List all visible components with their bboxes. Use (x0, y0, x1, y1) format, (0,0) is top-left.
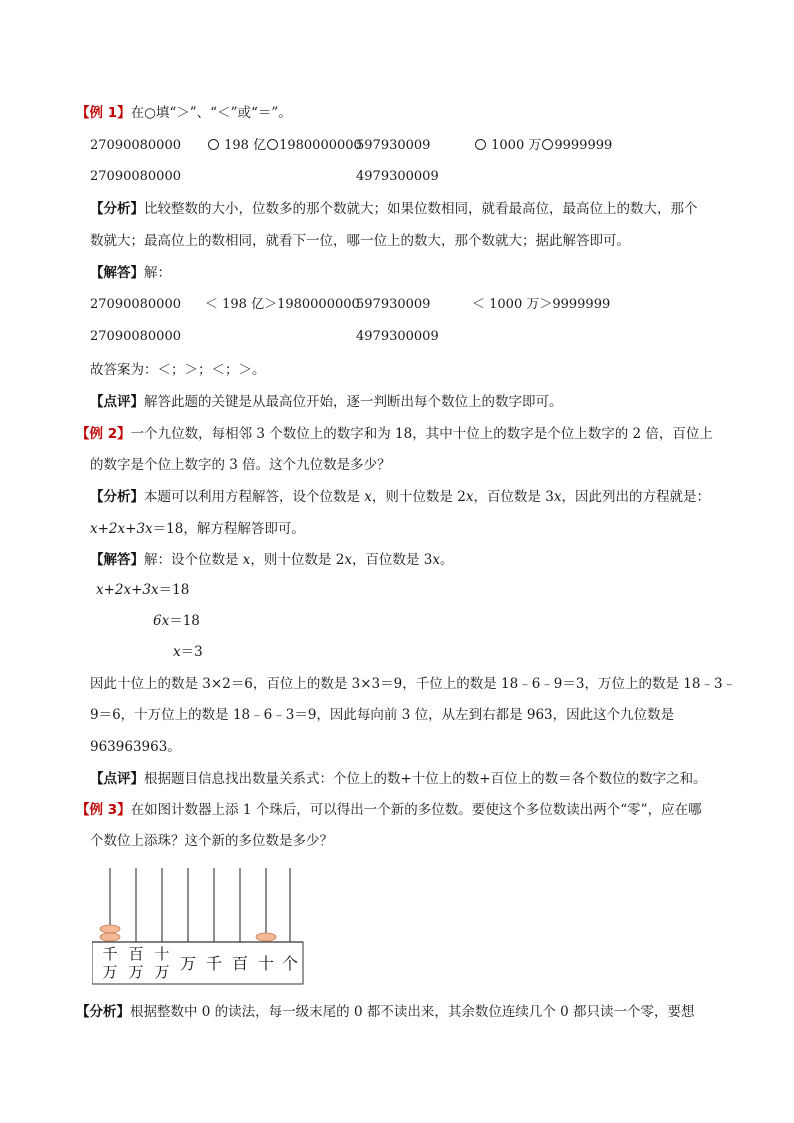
ex2-question-text1: 一个九位数，每相邻 3 个数位上的数字和为 18，其中十位上的数字是个位上数字的 2 倍，百位上 (130, 426, 713, 442)
ex1-ans-row2-num1: 27090080000 (90, 329, 181, 344)
example-3-tag: 【例 3】 (76, 802, 131, 818)
example-2-tag: 【例 2】 (76, 426, 131, 442)
ex1-row1-num6: 9999999 (554, 138, 613, 153)
abacus-label: 千 (205, 954, 223, 973)
ex1-row2-num2: 4979300009 (356, 169, 439, 184)
ex2-answer-text1d: 。 (439, 552, 454, 568)
ex1-comment-text: 解答此题的关键是从最高位开始，逐一判断出每个数位上的数字即可。 (144, 394, 563, 410)
ex1-row1-num5: 1000 万 (491, 138, 542, 153)
ex1-row2-num1: 27090080000 (90, 169, 181, 184)
variable-x: x (553, 489, 562, 505)
variable-x: x (465, 489, 474, 505)
ex1-row1-num3: 1980000000 (279, 138, 362, 153)
blank-circle-icon (267, 139, 278, 150)
ex2-answer-line1 (90, 551, 453, 569)
ex2-equation-3 (173, 643, 203, 661)
ex2-comment-text: 根据题目信息找出数量关系式：个位上的数+十位上的数+百位上的数＝各个数位的数字之和。 (144, 771, 707, 787)
abacus-label: 百 (231, 954, 249, 973)
ex2-analysis-line2 (90, 520, 305, 538)
ex2-analysis-text1c: ，百位数是 3 (473, 489, 554, 505)
example-3-question-line1 (76, 801, 702, 819)
ex1-analysis-line1 (90, 200, 698, 218)
ex2-answer-text1a: 解：设个位数是 (144, 552, 243, 568)
abacus-label: 千 (102, 945, 118, 963)
example-3-question-line2: 个数位上添珠？这个新的多位数是多少？ (90, 833, 333, 849)
ex2-analysis-text1b: ，则十位数是 2 (371, 489, 466, 505)
ex2-analysis-text1a: 本题可以利用方程解答，设个位数是 (144, 489, 365, 505)
ex1-ans-row1-cmp1: ＜ 198 亿＞1980000000 (205, 297, 360, 312)
variable-x: x (432, 552, 440, 568)
example-1-tag: 【例 1】 (76, 105, 131, 121)
abacus-bead (100, 933, 120, 941)
blank-circle-icon (542, 139, 553, 150)
ex1-ans-row1-num1: 27090080000 (90, 297, 181, 312)
abacus-bead (256, 933, 276, 941)
ex2-eq1-rhs: ＝18 (158, 582, 190, 598)
ex1-row1-num4: 597930009 (356, 138, 431, 153)
abacus-label: 万 (179, 954, 197, 973)
ex1-ans-row1-cmp2: ＜ 1000 万＞9999999 (472, 297, 611, 312)
ex1-answer-lead-text: 解： (144, 265, 171, 281)
abacus-label: 万 (128, 963, 144, 981)
blank-circle-icon (475, 139, 486, 150)
answer-tag: 【解答】 (90, 265, 144, 281)
ex3-question-text1: 在如图计数器上添 1 个珠后，可以得出一个新的多位数。要使这个多位数读出两个“零”，应在哪 (130, 802, 702, 818)
abacus-label: 个 (281, 954, 299, 973)
ex1-row1-cmp2 (474, 137, 612, 155)
variable-x: x (344, 552, 352, 568)
ex1-row1-cmp1 (207, 137, 362, 155)
variable-x: x (364, 489, 372, 505)
abacus-label: 十 (154, 945, 170, 963)
ex1-ans-row1-num2: 597930009 (356, 297, 431, 312)
abacus-label: 百 (128, 945, 144, 963)
ex1-ans-row2-num2: 4979300009 (356, 329, 439, 344)
ex2-comment (90, 770, 707, 788)
abacus-label: 万 (102, 963, 118, 981)
ex3-analysis (76, 1003, 695, 1021)
answer-tag: 【解答】 (90, 552, 144, 568)
ex2-result-line1: 因此十位上的数是 3×2＝6，百位上的数是 3×3＝9，千位上的数是 18﹣6﹣9＝3，万位上的数是 18﹣3﹣ (90, 676, 737, 692)
ex1-row1-num2: 198 亿 (224, 138, 267, 153)
ex2-eq3-lhs: x (173, 644, 181, 660)
ex2-eq1-lhs: x+2x+3x (96, 582, 159, 598)
ex2-analysis-line1 (90, 488, 710, 506)
ex2-result-line2: 9＝6，十万位上的数是 18﹣6﹣3＝9，因此每向前 3 位，从左到右都是 963，因此这个九位数是 (90, 707, 675, 723)
comment-tag: 【点评】 (90, 771, 144, 787)
ex2-answer-text1b: ，则十位数是 2 (250, 552, 345, 568)
ex2-eq2-lhs: 6x (153, 613, 170, 629)
ex2-answer-text1c: ，百位数是 3 (351, 552, 433, 568)
ex1-comment (90, 393, 563, 411)
ex1-analysis-line2: 数就大；最高位上的数相同，就看下一位，哪一位上的数大，那个数就大；据此解答即可。 (90, 233, 630, 249)
ex1-answer-lead (90, 264, 171, 282)
ex2-equation-2 (153, 612, 200, 630)
ex1-analysis-text1: 比较整数的大小，位数多的那个数就大；如果位数相同，就看最高位，最高位上的数大，那个 (144, 201, 698, 217)
example-1-question (76, 104, 292, 122)
ex3-analysis-text: 根据整数中 0 的读法，每一级末尾的 0 都不读出来，其余数位连续几个 0 都只读一个零，要想 (130, 1004, 695, 1020)
ex2-result-line3: 963963963。 (90, 739, 181, 755)
analysis-tag: 【分析】 (90, 489, 144, 505)
ex2-eq3-rhs: ＝3 (180, 644, 203, 660)
analysis-tag: 【分析】 (76, 1004, 130, 1020)
ex2-analysis-text1d: ，因此列出的方程就是： (561, 489, 710, 505)
abacus-diagram (92, 866, 304, 986)
abacus-label: 十 (257, 954, 275, 973)
ex1-row1-num1: 27090080000 (90, 138, 181, 153)
example-1-question-text: 在○填“＞”、“＜”或“＝”。 (130, 105, 292, 121)
ex2-analysis-text2b: ＝18，解方程解答即可。 (152, 521, 305, 537)
variable-x: x (242, 552, 251, 568)
abacus-bead (100, 925, 120, 933)
comment-tag: 【点评】 (90, 394, 144, 410)
blank-circle-icon (208, 139, 219, 150)
example-2-question-line2: 的数字是个位上数字的 3 倍。这个九位数是多少？ (90, 457, 391, 473)
analysis-tag: 【分析】 (90, 201, 144, 217)
ex2-equation-1 (96, 581, 189, 599)
ex2-eq2-rhs: ＝18 (169, 613, 200, 629)
example-2-question-line1 (76, 425, 713, 443)
ex1-conclusion: 故答案为：＜；＞；＜；＞。 (90, 362, 266, 378)
ex2-equation-inline: x+2x+3x (90, 521, 153, 537)
abacus-label: 万 (154, 963, 170, 981)
